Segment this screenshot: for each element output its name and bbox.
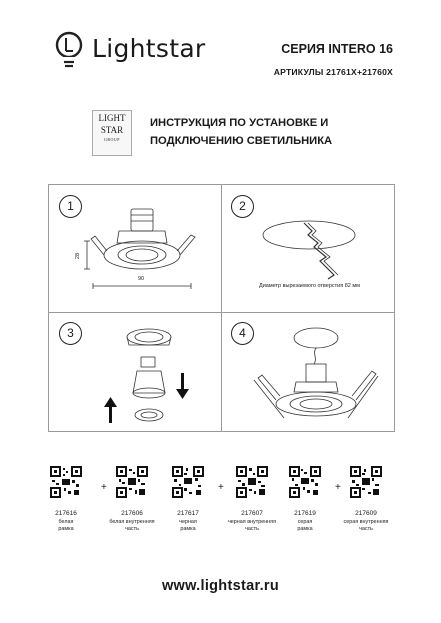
product-desc-line2: часть [125, 526, 139, 532]
product-desc [158, 519, 218, 533]
product-desc-line1: серая [297, 519, 313, 525]
product-desc-line1: серая внутренняя [343, 519, 389, 525]
product-desc-line1: черная внутренняя [228, 519, 276, 525]
qr-code-217609[interactable] [350, 466, 382, 498]
qr-code-217619[interactable] [289, 466, 321, 498]
product-desc [36, 519, 96, 533]
product-desc [336, 519, 396, 533]
plus-sign-1: + [101, 482, 107, 493]
product-desc-line2: часть [359, 526, 373, 532]
step-1-fixture-dimensions-illustration [79, 199, 209, 309]
product-code: 217617 [177, 510, 199, 517]
lightstar-group-logo [92, 110, 132, 156]
product-desc-line2: рамка [297, 526, 313, 532]
step-4-ceiling-mount-illustration [244, 320, 389, 430]
plus-sign-3: + [335, 482, 341, 493]
instruction-title [150, 114, 380, 150]
qr-code-217606[interactable] [116, 466, 148, 498]
step-1-height-label: 28 [75, 252, 82, 260]
step-1-width-label: 90 [138, 276, 145, 282]
product-code: 217609 [355, 510, 377, 517]
step-3-bulb-insertion-illustration [89, 315, 209, 430]
qr-code-217616[interactable] [50, 466, 82, 498]
step-4-number: 4 [231, 322, 254, 345]
step-1-number: 1 [59, 195, 82, 218]
product-desc [222, 519, 282, 533]
website-url[interactable]: www.lightstar.ru [161, 578, 280, 594]
qr-code-217607[interactable] [236, 466, 268, 498]
lightstar-logo-icon [52, 30, 86, 70]
installation-steps-grid [48, 184, 395, 432]
instruction-line2: ПОДКЛЮЧЕНИЮ СВЕТИЛЬНИКА [150, 135, 333, 147]
product-desc-line1: белая [58, 519, 74, 525]
step-2-cutout-caption: Диаметр вырезаемого отверстия 82 мм [259, 283, 360, 289]
grid-divider-vertical [221, 185, 222, 431]
group-logo-line1: LIGHT [98, 113, 126, 123]
product-code: 217606 [121, 510, 143, 517]
product-desc [275, 519, 335, 533]
article-numbers: АРТИКУЛЫ 21761X+21760X [273, 67, 393, 77]
series-title: СЕРИЯ INTERO 16 [281, 42, 393, 56]
group-logo-line3: GROUP [103, 137, 121, 142]
product-code: 217619 [294, 510, 316, 517]
plus-sign-2: + [218, 482, 224, 493]
qr-code-217617[interactable] [172, 466, 204, 498]
product-desc [102, 519, 162, 533]
instruction-line1: ИНСТРУКЦИЯ ПО УСТАНОВКЕ И [150, 117, 329, 129]
product-desc-line1: черная [179, 519, 197, 525]
product-code: 217607 [241, 510, 263, 517]
product-desc-line1: белая внутренняя [109, 519, 155, 525]
step-2-number: 2 [231, 195, 254, 218]
step-3-number: 3 [59, 322, 82, 345]
product-desc-line2: часть [245, 526, 259, 532]
product-desc-line2: рамка [58, 526, 74, 532]
group-logo-line2: STAR [100, 125, 124, 135]
step-2-ceiling-cutout-illustration [254, 205, 374, 285]
product-desc-line2: рамка [180, 526, 196, 532]
brand-name: Lightstar [92, 34, 206, 63]
product-code: 217616 [55, 510, 77, 517]
